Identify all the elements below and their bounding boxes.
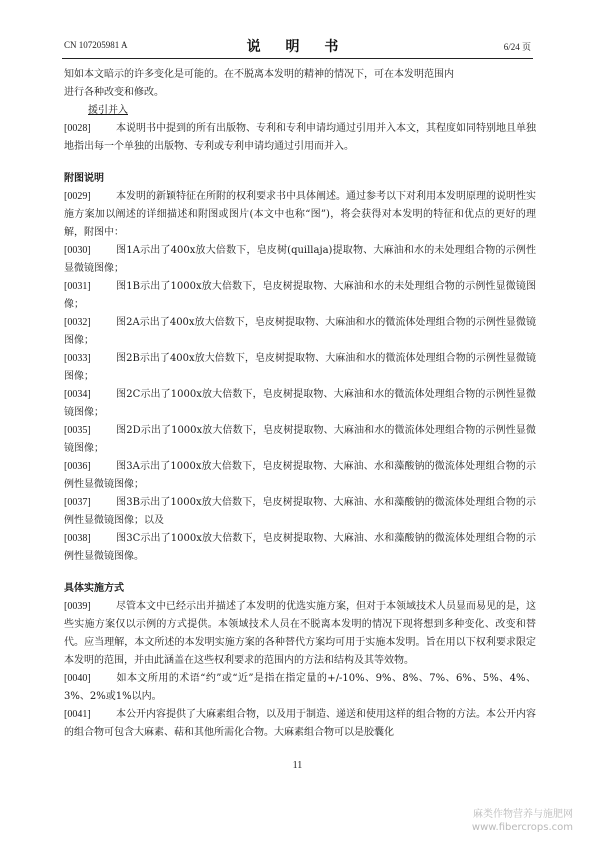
paragraph-0029 [64,188,536,242]
paragraph-0032 [64,314,536,350]
paragraph-text: 图1B示出了1000x放大倍数下，皂皮树提取物、大麻油和水的未处理组合物的示例性显微镜图像； [64,281,536,310]
paragraph-0036 [64,458,536,494]
paragraph-0035 [64,422,536,458]
paragraph-number: [0029] [64,191,91,202]
paragraph-text: 图3B示出了1000x放大倍数下，皂皮树提取物、大麻油、水和藻酸钠的微流体处理组合物的示例性显微镜图像；以及 [64,497,536,526]
paragraph-number: [0033] [64,353,91,364]
paragraph-number: [0034] [64,389,91,400]
paragraph-number: [0036] [64,461,91,472]
intro-line: 进行各种改变和修改。 [64,87,164,98]
watermark [472,808,573,834]
paragraph-number: [0040] [64,673,91,684]
paragraph-text: 本公开内容提供了大麻素组合物，以及用于制造、递送和使用这样的组合物的方法。本公开内容的组合物可包含大麻素、萜和其他所需化合物。大麻素组合物可以是胶囊化 [64,709,536,738]
paragraph-0037 [64,494,536,530]
paragraph-text: 图3C示出了1000x放大倍数下，皂皮树提取物、大麻油、水和藻酸钠的微流体处理组合物的示例性显微镜图像。 [64,533,536,562]
paragraph-0031 [64,278,536,314]
paragraph-text: 图2C示出了1000x放大倍数下，皂皮树提取物、大麻油和水的微流体处理组合物的示例性显微镜图像； [64,389,536,418]
paragraph-0039 [64,598,536,670]
section-heading-figures: 附图说明 [64,173,104,184]
section-heading-embodiments: 具体实施方式 [64,583,124,594]
paragraph-0028 [64,120,536,156]
paragraph-text: 如本文所用的术语“约”或“近”是指在指定量的+/-10%、9%、8%、7%、6%、5%、4%、3%、2%或1%以内。 [64,673,536,702]
paragraph-0034 [64,386,536,422]
paragraph-text: 本发明的新颖特征在所附的权利要求书中具体阐述。通过参考以下对利用本发明原理的说明性实施方案加以阐述的详细描述和附图或图片(本文中也称“图”)，将会获得对本发明的特征和优点的更好的理解，附图中： [64,191,536,238]
document-title: 说 明 书 [246,39,349,55]
page-indicator: 6/24 页 [503,42,531,52]
paragraph-number: [0035] [64,425,91,436]
watermark-title: 麻类作物营养与施肥网 [473,809,573,820]
paragraph-number: [0032] [64,317,91,328]
paragraph-text: 图3A示出了1000x放大倍数下，皂皮树提取物、大麻油、水和藻酸钠的微流体处理组合物的示例性显微镜图像； [64,461,536,490]
paragraph-0030 [64,242,536,278]
paragraph-number: [0030] [64,245,91,256]
paragraph-0038 [64,530,536,566]
paragraph-text: 本说明书中提到的所有出版物、专利和专利申请均通过引用并入本文，其程度如同特别地且单独地指出每一个单独的出版物、专利或专利申请均通过引用而并入。 [64,123,536,152]
paragraph-0041 [64,706,536,742]
paragraph-0033 [64,350,536,386]
paragraph-number: [0028] [64,123,91,134]
intro-line: 知如本文暗示的许多变化是可能的。在不脱离本发明的精神的情况下，可在本发明范围内 [64,69,454,80]
reference-heading: 援引并入 [88,105,128,116]
paragraph-number: [0037] [64,497,91,508]
paragraph-number: [0041] [64,709,91,720]
page-number: 11 [292,760,303,771]
paragraph-number: [0031] [64,281,91,292]
header-rule [62,58,533,59]
paragraph-text: 图2A示出了400x放大倍数下，皂皮树提取物、大麻油和水的微流体处理组合物的示例性显微镜图像； [64,317,536,346]
paragraph-number: [0039] [64,601,91,612]
watermark-url: www.fibercrops.com [471,822,573,833]
paragraph-text: 尽管本文中已经示出并描述了本发明的优选实施方案，但对于本领域技术人员显而易见的是，这些实施方案仅以示例的方式提供。本领域技术人员在不脱离本发明的情况下现将想到多种变化、改变和替代。应当理解，本文所述的本发明实施方案的各种替代方案均可用于实施本发明。旨在用以下权利要求限定本发明的范围，并由此涵盖在这些权利要求的范围内的方法和结构及其等效物。 [64,601,536,666]
paragraph-text: 图1A示出了400x放大倍数下，皂皮树(quillaja)提取物、大麻油和水的未处理组合物的示例性显微镜图像； [64,245,536,274]
patent-number: CN 107205981 A [64,40,128,50]
page-header [0,36,595,56]
document-body [64,66,536,742]
paragraph-text: 图2D示出了1000x放大倍数下，皂皮树提取物、大麻油和水的微流体处理组合物的示例性显微镜图像； [64,425,536,454]
paragraph-text: 图2B示出了400x放大倍数下，皂皮树提取物、大麻油和水的微流体处理组合物的示例性显微镜图像； [64,353,536,382]
paragraph-0040 [64,670,536,706]
paragraph-number: [0038] [64,533,91,544]
